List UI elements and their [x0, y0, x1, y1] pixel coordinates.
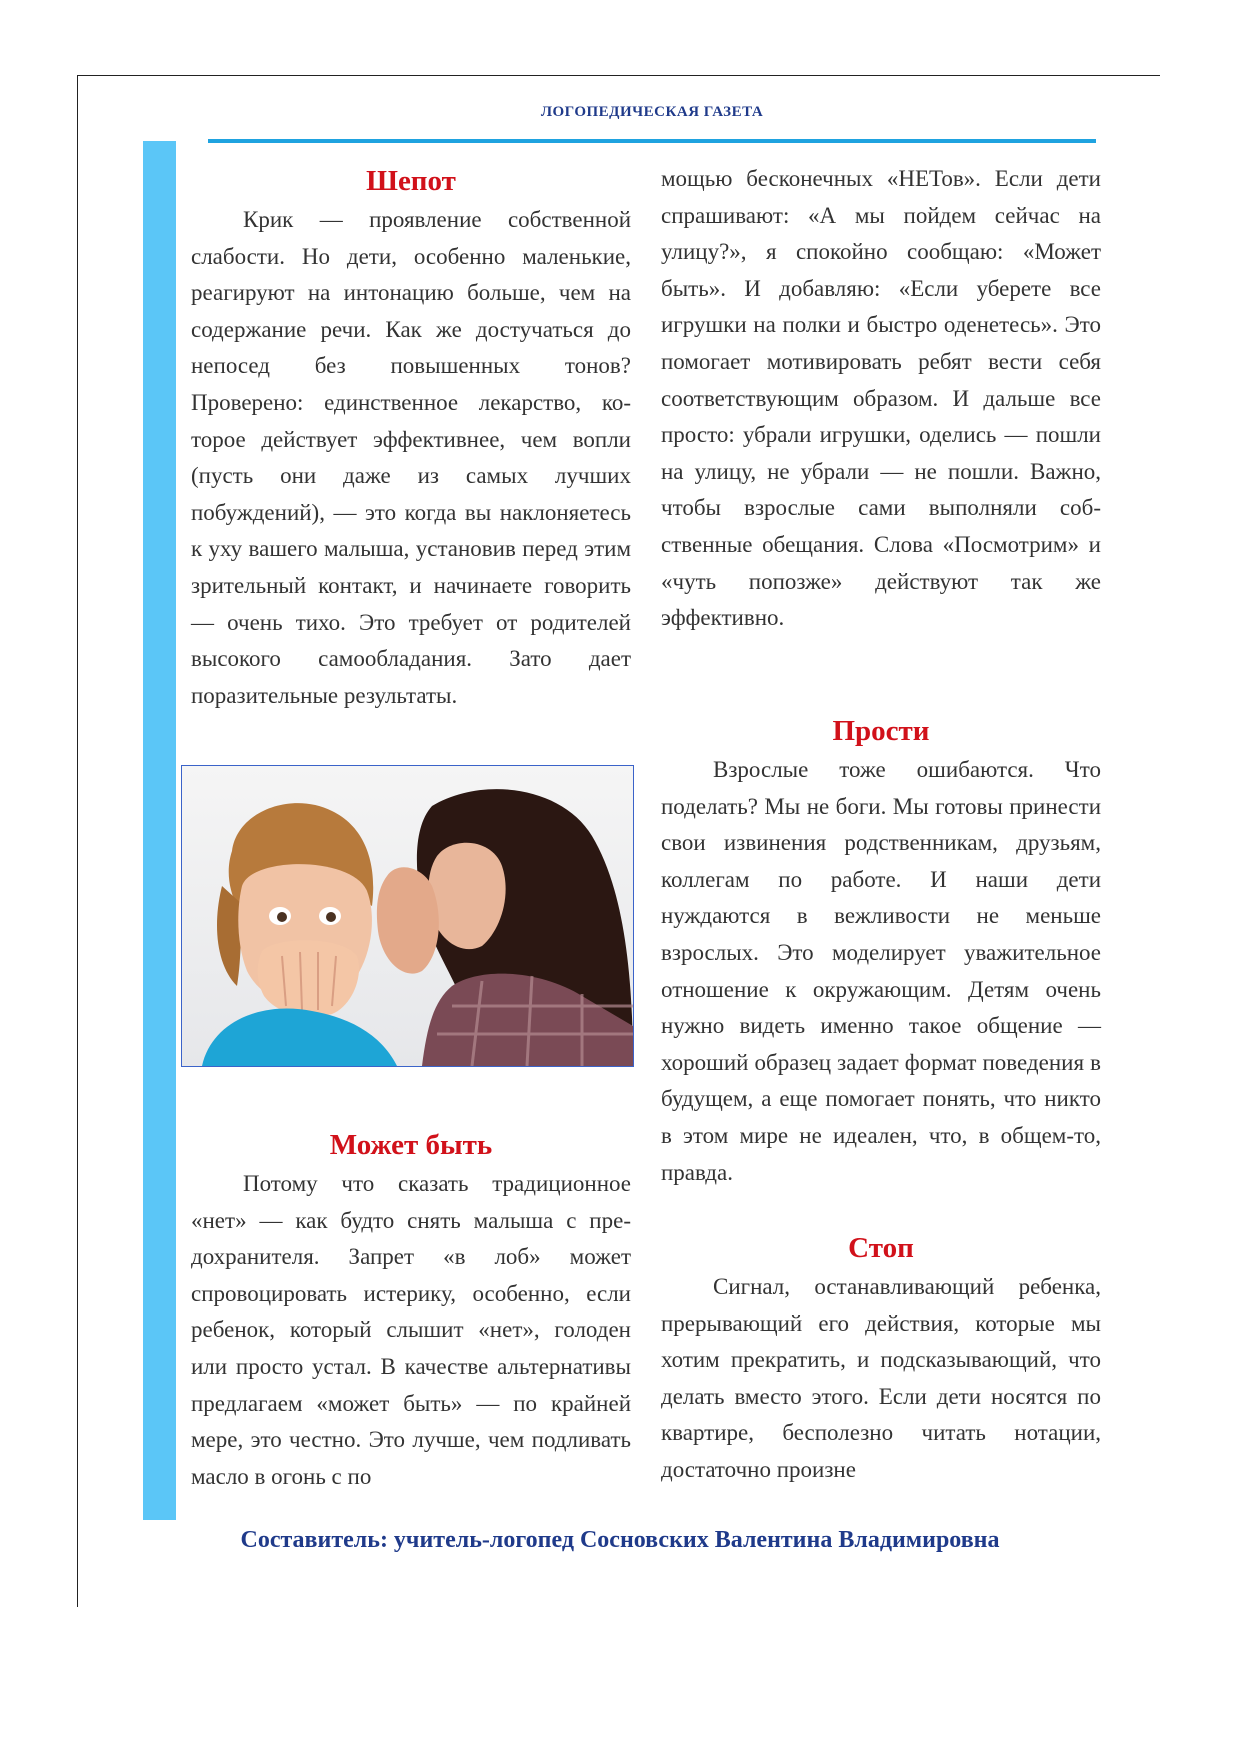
newspaper-title: ЛОГОПЕДИЧЕСКАЯ ГАЗЕТА — [540, 104, 764, 120]
article-whisper — [191, 163, 631, 714]
heading-sorry: Прости — [832, 715, 930, 747]
heading-whisper: Шепот — [366, 165, 456, 197]
author-credit: Составитель: учитель-логопед Сосновских Валентина Владимировна — [240, 1527, 1000, 1553]
photo-illustration — [182, 766, 633, 1066]
text-maybe: Потому что сказать традиционное «нет» — как будто снять малыша с предохранителя. Запрет «в лоб» может спровоцировать истерику, особенно, если ребенок, который слышит «нет», голоден или просто устал. В качестве альтернативы предлагаем «может быть» — по крайней мере, это честно. Это лучше, чем подливать масло в огонь с по — [191, 1171, 631, 1489]
text-whisper: Крик — проявление собственной слабости. Но дети, особенно маленькие, реагируют на интонацию больше, чем на содержание речи. Как же достучаться до непосед без повышенных тонов? Проверено: единственное лекарство, которое действует эффективнее, чем вопли (пусть они даже из самых лучших побуждений), — это когда вы наклоняетесь к уху вашего малыша, установив перед этим зрительный контакт, и начинаете говорить — очень тихо. Это требует от родителей высокого самообладания. Зато дает поразительные результаты. — [191, 207, 631, 708]
article-sorry — [661, 713, 1101, 1191]
page-frame-left — [77, 75, 78, 1607]
heading-stop: Стоп — [848, 1232, 914, 1264]
text-maybe-continuation: мощью бесконечных «НЕТов». Если дети спрашивают: «А мы пойдем сейчас на улицу?», я спокойно сообщаю: «Может быть». И добавляю: «Если уберете все игрушки на полки и быстро оденетесь». Это помогает мотивировать ребят вести себя соответствующим образом. И дальше все просто: убрали игрушки, оделись — пошли на улицу, не убрали — не пошли. Важно, чтобы взрослые сами выполняли собственные обещания. Слова «Посмотрим» и «чуть попозже» действуют так же эффективно. — [661, 166, 1101, 631]
page-frame-top — [77, 75, 1160, 76]
article-stop — [661, 1230, 1101, 1489]
text-stop: Сигнал, останавливающий ребенка, прерывающий его действия, которые мы хотим прекратить, и подсказывающий, что делать вместо этого. Если дети носятся по квартире, бесполезно читать нотации, достаточно произне — [661, 1274, 1101, 1482]
photo-mother-whispering-to-child — [181, 765, 634, 1067]
article-maybe-continued — [661, 161, 1101, 637]
heading-maybe: Может быть — [329, 1129, 493, 1161]
header-rule — [208, 139, 1096, 143]
text-sorry: Взрослые тоже ошибаются. Что поделать? Мы не боги. Мы готовы принести свои извинения родственникам, друзьям, коллегам по работе. И наши дети нуждаются в вежливости не меньше взрослых. Это моделирует уважительное отношение к окружающим. Детям очень нужно видеть именно такое общение — хороший образец задает формат поведения в будущем, а еще помогает понять, что никто в этом мире не идеален, что, в общем-то, правда. — [661, 757, 1101, 1185]
article-maybe — [191, 1127, 631, 1495]
side-accent-bar — [143, 141, 176, 1520]
